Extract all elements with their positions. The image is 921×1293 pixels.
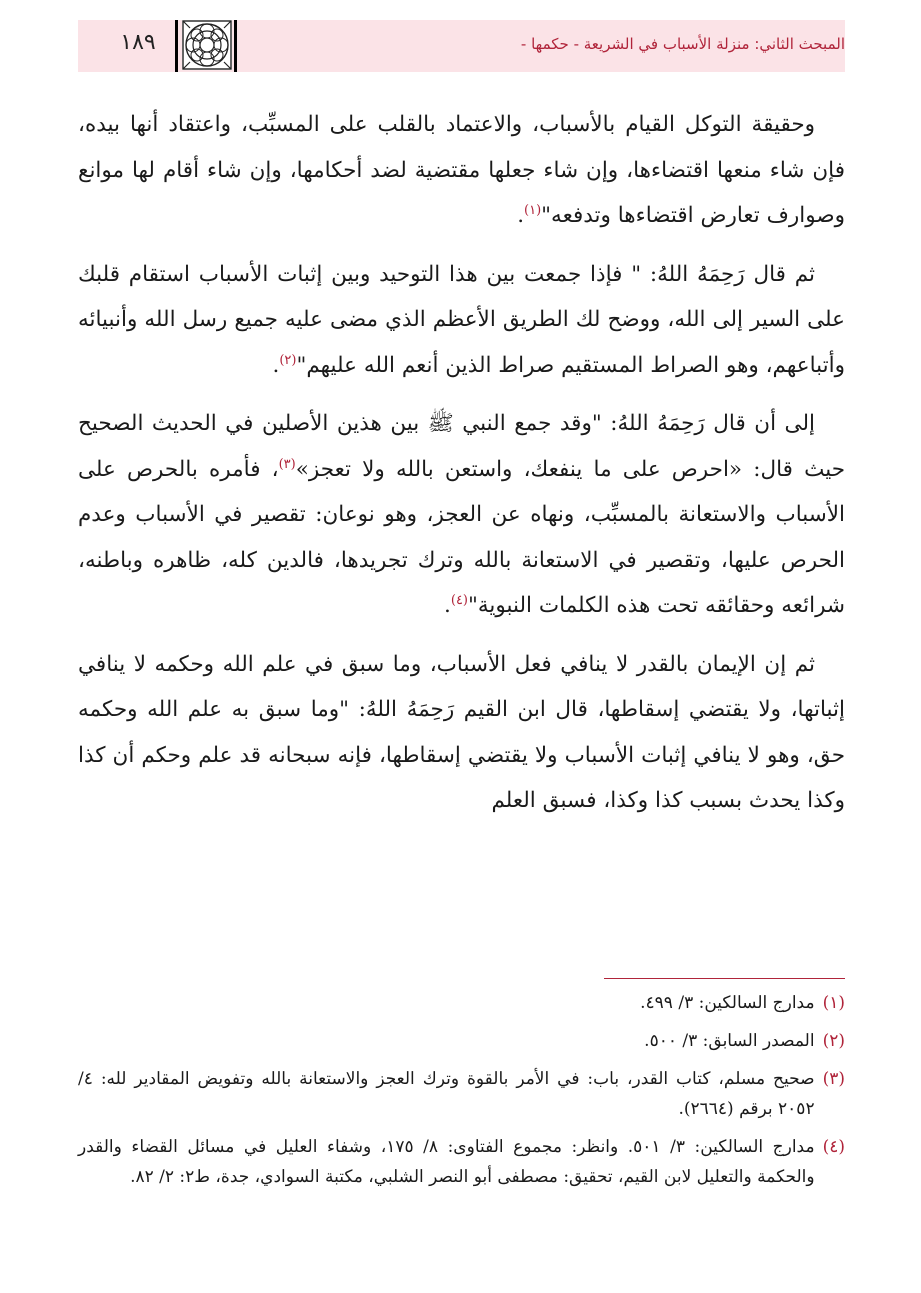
footnote	[78, 1064, 845, 1124]
footnote-ref[interactable]: (١)	[524, 202, 542, 218]
footnote	[78, 1132, 845, 1192]
paragraph-text: ثم قال رَحِمَهُ اللهُ: " فإذا جمعت بين هذا التوحيد وبين إثبات الأسباب استقام قلبك على السير إلى الله، ووضح لك الطريق الأعظم الذي مضى عليه جميع رسل الله وأنبيائه وأتباعهم، وهو الصراط المستقيم صراط الذين أنعم الله عليهم"	[78, 261, 845, 378]
footnote-number: (٤)	[822, 1137, 845, 1157]
footnote-separator	[604, 978, 845, 979]
footnote	[78, 988, 845, 1018]
footnote-ref[interactable]: (٤)	[450, 592, 468, 608]
footnotes	[78, 988, 845, 1200]
footnote-text: صحيح مسلم، كتاب القدر، باب: في الأمر بالقوة وترك العجز والاستعانة بالله وتفويض المقادير لله: ٤/ ٢٠٥٢ برقم (٢٦٦٤).	[78, 1069, 815, 1119]
footnote-text: المصدر السابق: ٣/ ٥٠٠.	[644, 1031, 815, 1051]
footnote-ref[interactable]: (٢)	[279, 352, 297, 368]
paragraph-end: .	[444, 593, 451, 618]
paragraph	[78, 252, 845, 389]
page-header	[78, 20, 845, 72]
footnote-number: (١)	[822, 993, 845, 1013]
paragraph-text: ثم إن الإيمان بالقدر لا ينافي فعل الأسباب، وما سبق في علم الله وحكمه لا ينافي إثباتها، ولا يقتضي إسقاطها، قال ابن القيم رَحِمَهُ اللهُ: "وما سبق به علم الله وحكمه حق، وهو لا ينافي إثبات الأسباب ولا يقتضي إسقاطها، فإنه سبحانه قد علم وحكم أن كذا وكذا يحدث بسبب كذا وكذا، فسبق العلم	[78, 651, 845, 813]
footnote-number: (٢)	[822, 1031, 845, 1051]
paragraph-end: .	[517, 203, 525, 228]
header-divider-left	[175, 20, 178, 72]
main-text	[78, 102, 845, 824]
paragraph	[78, 401, 845, 629]
paragraph	[78, 642, 845, 824]
page-number: ١٨٩	[120, 30, 156, 55]
paragraph-text: ، فأمره بالحرص على الأسباب والاستعانة بالمسبِّب، ونهاه عن العجز، وهو نوعان: تقصير في الأسباب وعدم الحرص عليها، وتقصير في الاستعانة بالله وترك تجريدها، فالدين كله، ظاهره وباطنه، شرائعه وحقائقه تحت هذه الكلمات النبوية"	[78, 456, 845, 618]
footnote-text: مدارج السالكين: ٣/ ٤٩٩.	[640, 993, 815, 1013]
paragraph	[78, 102, 845, 239]
footnote-ref[interactable]: (٣)	[278, 456, 296, 472]
footnote-number: (٣)	[822, 1069, 845, 1089]
footnote	[78, 1026, 845, 1056]
header-divider-right	[234, 20, 237, 72]
paragraph-end: .	[272, 352, 280, 378]
footnote-text: مدارج السالكين: ٣/ ٥٠١. وانظر: مجموع الفتاوى: ٨/ ١٧٥، وشفاء العليل في مسائل القضاء والقدر والحكمة والتعليل لابن القيم، تحقيق: مصطفى أبو النصر الشلبي، مكتبة السوادي، جدة، ط٢: ٢/ ٨٢.	[78, 1137, 815, 1187]
paragraph-text: إلى أن قال رَحِمَهُ اللهُ: "وقد جمع النبي ﷺ بين هذين الأصلين في الحديث الصحيح حيث قال: «احرص على ما ينفعك، واستعن بالله ولا تعجز»	[78, 411, 845, 482]
geometric-rosette-icon	[182, 20, 232, 70]
running-title: المبحث الثاني: منزلة الأسباب في الشريعة - حكمها -	[520, 35, 845, 53]
paragraph-text: وحقيقة التوكل القيام بالأسباب، والاعتماد بالقلب على المسبِّب، واعتقاد أنها بيده، فإن شاء منعها اقتضاءها، وإن شاء جعلها مقتضية لضد أحكامها، وإن شاء أقام لها موانع وصوارف تعارض اقتضاءها وتدفعه"	[78, 112, 845, 228]
